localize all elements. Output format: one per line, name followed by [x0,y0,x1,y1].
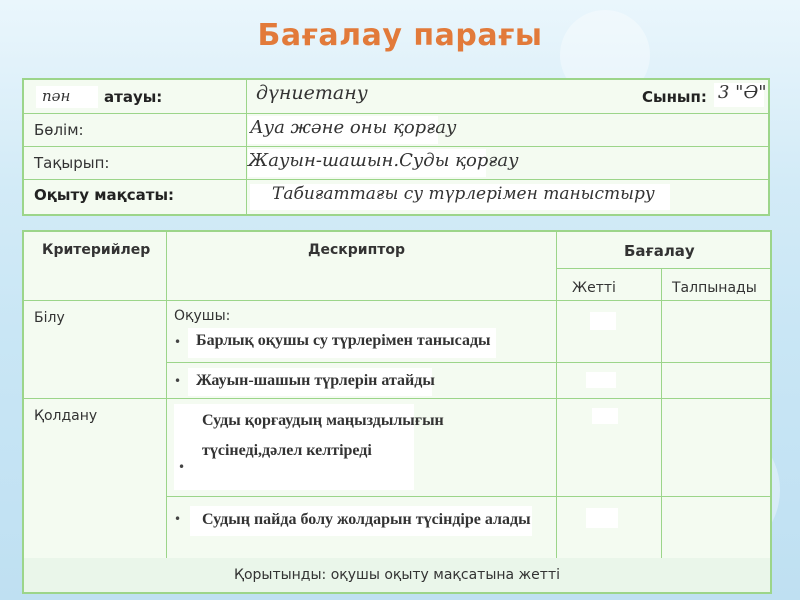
bullet-icon: • [178,460,186,474]
topic-value: Жауын-шашын.Суды қорғау [248,150,519,171]
grid-line [166,496,770,497]
subject-label: пән [42,87,71,105]
criterion-application: Қолдану [34,408,98,424]
goal-value: Табиғаттағы су түрлерімен таныстыру [272,184,655,204]
descriptor-3-cont: түсінеді,дәлел келтіреді [202,442,372,459]
criterion-knowledge: Білу [34,310,65,326]
subject-value: дүниетану [256,82,368,104]
achieved-mark [586,508,618,528]
grid-line [556,268,770,269]
grid-line [661,268,662,560]
descriptor-4: Судың пайда болу жолдарын түсіндіре алады [202,511,531,528]
descriptor-header: Дескриптор [308,242,406,258]
grade-label: Сынып: [642,88,707,106]
topic-label: Тақырып: [34,154,110,172]
conclusion: Қорытынды: оқушы оқыту мақсатына жетті [22,558,772,594]
assessment-table [22,230,772,562]
bullet-icon: • [174,335,182,349]
achieved-mark [586,372,616,388]
achieved-header: Жетті [572,280,616,296]
assessment-header: Бағалау [624,242,695,260]
page-title: Бағалау парағы [257,18,543,53]
bullet-icon: • [174,374,182,388]
info-table [22,78,770,216]
descriptor-intro: Оқушы: [174,308,231,324]
grid-line [166,362,770,363]
descriptor-1: Барлық оқушы су түрлерімен танысады [196,332,491,349]
grid-line [556,232,557,560]
section-value: Ауа және оны қорғау [250,117,457,138]
striving-header: Талпынады [672,280,757,296]
grade-value: 3 "Ә" [718,82,767,103]
descriptor-2: Жауын-шашын түрлерін атайды [196,372,435,389]
grid-line [166,232,167,560]
info-divider [246,80,247,214]
section-label: Бөлім: [34,121,84,139]
goal-label: Оқыту мақсаты: [34,186,175,204]
descriptor-3: Суды қорғаудың маңыздылығын [202,412,444,429]
grid-line [24,300,770,301]
name-label: атауы: [104,88,163,106]
bullet-icon: • [174,512,182,526]
criteria-header: Критерийлер [42,242,151,258]
achieved-mark [590,312,616,330]
achieved-mark [592,408,618,424]
grid-line [24,398,770,399]
